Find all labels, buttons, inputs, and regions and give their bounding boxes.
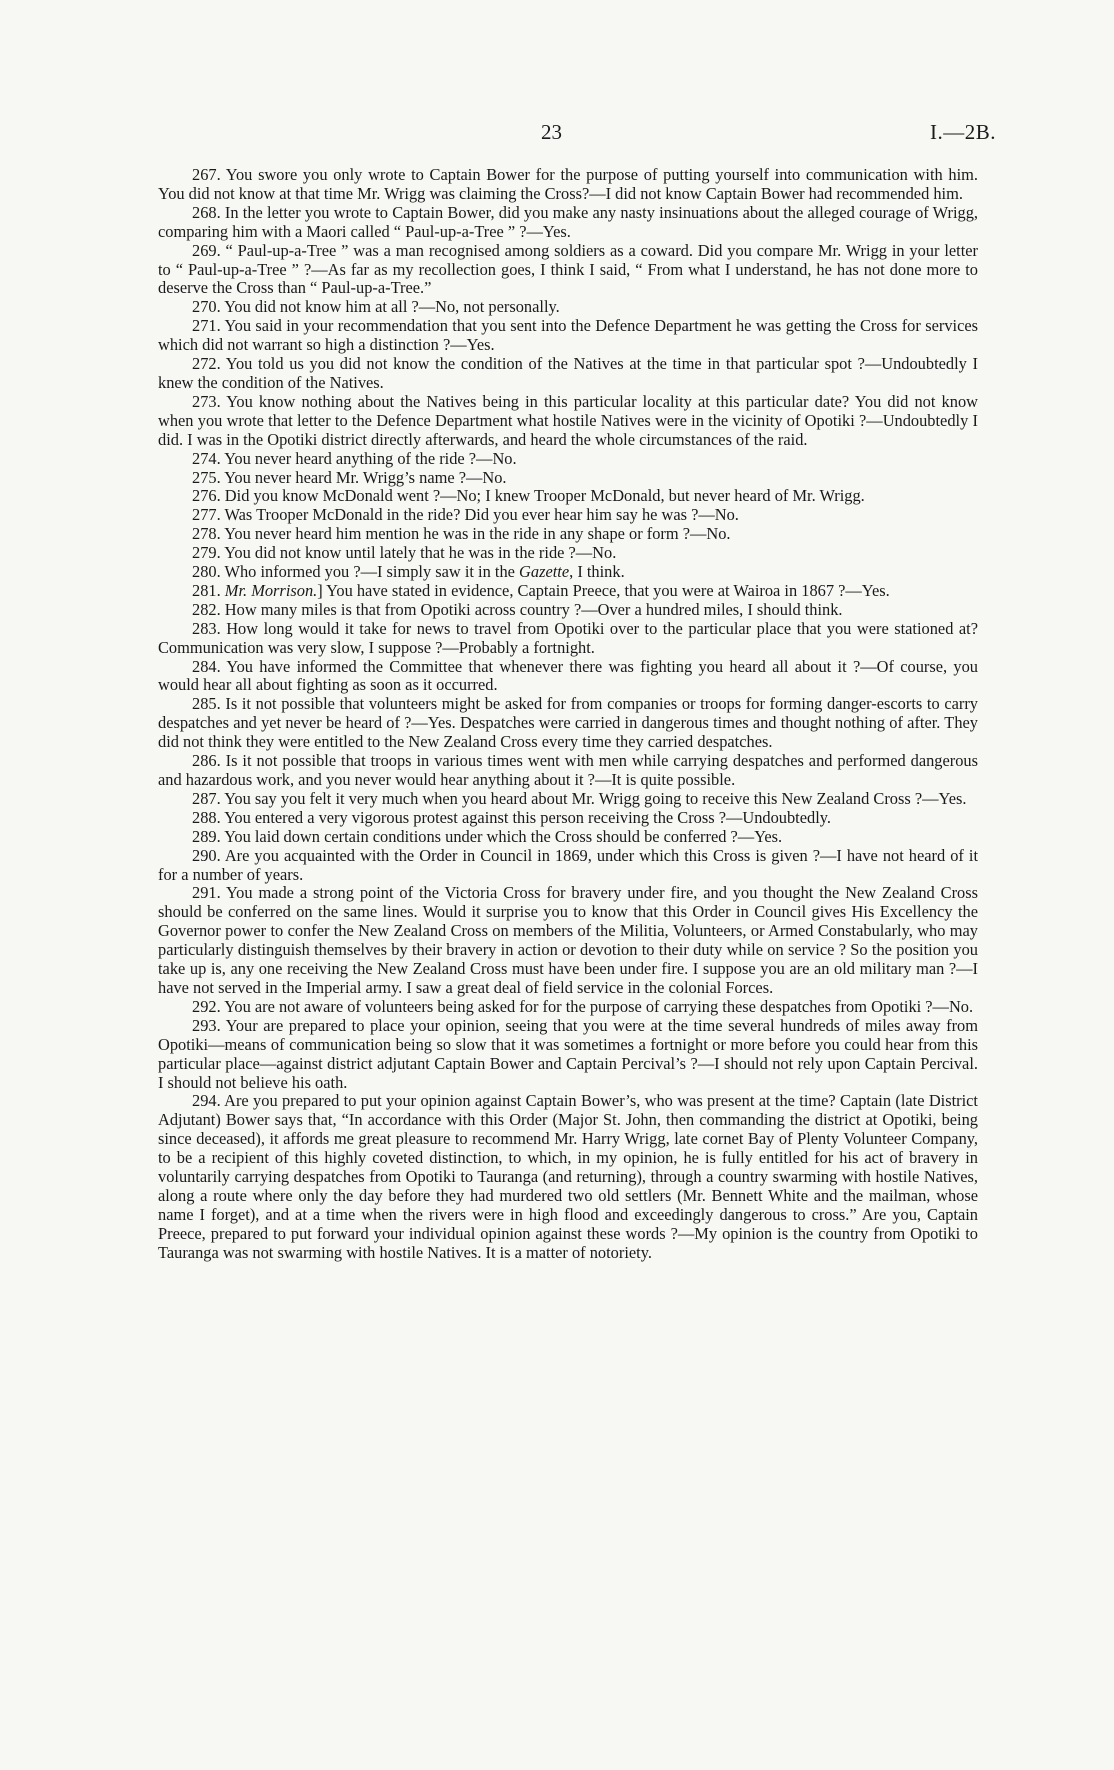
para-text: You have informed the Committee that whenever there was fighting you heard all about it ?—Of course, you would hear all about fighting as soon as it occurred. bbox=[158, 656, 978, 695]
para-number: 269. bbox=[192, 240, 221, 260]
para-number: 270. bbox=[192, 297, 221, 317]
question-270 bbox=[158, 298, 978, 317]
para-text: Did you know McDonald went ?—No; I knew Trooper McDonald, but never heard of Mr. Wrigg. bbox=[224, 486, 865, 506]
question-275 bbox=[158, 469, 978, 488]
para-number: 290. bbox=[192, 845, 221, 865]
para-number: 286. bbox=[192, 751, 221, 771]
para-text: You never heard Mr. Wrigg’s name ?—No. bbox=[224, 467, 507, 487]
para-text: You did not know him at all ?—No, not personally. bbox=[224, 297, 560, 317]
question-269 bbox=[158, 242, 978, 299]
para-number: 292. bbox=[192, 996, 221, 1016]
para-number: 294. bbox=[192, 1091, 221, 1111]
para-text: Is it not possible that volunteers might be asked for from companies or troops for forming danger-escorts to carry despatches and yet never be heard of ?—Yes. Despatches were carried in dangerous times and thought nothing of after. They did not think they were entitled to the New Zealand Cross every time they carried despatches. bbox=[158, 694, 978, 752]
para-number: 278. bbox=[192, 524, 221, 544]
para-number: 272. bbox=[192, 354, 221, 374]
question-268 bbox=[158, 204, 978, 242]
para-number: 293. bbox=[192, 1015, 221, 1035]
para-number: 277. bbox=[192, 505, 221, 525]
question-273 bbox=[158, 393, 978, 450]
para-number: 276. bbox=[192, 486, 221, 506]
question-280 bbox=[158, 563, 978, 582]
para-number: 275. bbox=[192, 467, 221, 487]
para-text: How many miles is that from Opotiki across country ?—Over a hundred miles, I should think. bbox=[224, 599, 843, 619]
para-number: 281. bbox=[192, 580, 221, 600]
question-289 bbox=[158, 828, 978, 847]
para-text: “ Paul-up-a-Tree ” was a man recognised among soldiers as a coward. Did you compare Mr. Wrigg in your letter to “ Paul-up-a-Tree ” ?—As far as my recollection goes, I think I said, “ From what I understand, he has not done more to deserve the Cross than “ Paul-up-a-Tree.” bbox=[158, 240, 978, 298]
para-text: You did not know until lately that he was in the ride ?—No. bbox=[224, 543, 617, 563]
para-text: You never heard him mention he was in the ride in any shape or form ?—No. bbox=[224, 524, 731, 544]
speaker-name: Mr. Morrison. bbox=[224, 580, 318, 600]
question-291 bbox=[158, 884, 978, 997]
para-text-after: , I think. bbox=[569, 562, 625, 582]
para-text: You told us you did not know the condition of the Natives at the time in that particular spot ?—Undoubtedly I knew the condition of the Natives. bbox=[158, 354, 978, 392]
para-text: You never heard anything of the ride ?—No. bbox=[224, 448, 517, 468]
question-285 bbox=[158, 695, 978, 752]
para-number: 267. bbox=[192, 165, 221, 184]
minutes-of-evidence bbox=[158, 166, 978, 1263]
para-text: How long would it take for news to travel from Opotiki over to the particular place that you were stationed at? Communication was very slow, I suppose ?—Probably a fortnight. bbox=[158, 618, 978, 657]
document-reference: I.—2B. bbox=[930, 120, 996, 144]
para-number: 274. bbox=[192, 448, 221, 468]
para-text: You laid down certain conditions under which the Cross should be conferred ?—Yes. bbox=[224, 826, 783, 846]
para-number: 288. bbox=[192, 807, 221, 827]
para-number: 268. bbox=[192, 202, 221, 222]
question-287 bbox=[158, 790, 978, 809]
para-text: ] You have stated in evidence, Captain Preece, that you were at Wairoa in 1867 ?—Yes. bbox=[317, 580, 890, 600]
para-text: You swore you only wrote to Captain Bower for the purpose of putting yourself into communication with him. You did not know at that time Mr. Wrigg was claiming the Cross?—I did not know Captain Bower had recommended him. bbox=[158, 165, 978, 203]
question-284 bbox=[158, 658, 978, 696]
para-text: You know nothing about the Natives being in this particular locality at this particular date? You did not know when you wrote that letter to the Defence Department what hostile Natives were in the vicinity of Opotiki ?—Undoubtedly I did. I was in the Opotiki district directly afterwards, and heard the whole circumstances of the raid. bbox=[158, 391, 978, 449]
question-272 bbox=[158, 355, 978, 393]
para-text: You are not aware of volunteers being asked for for the purpose of carrying these despatches from Opotiki ?—No. bbox=[224, 996, 974, 1016]
question-282 bbox=[158, 601, 978, 620]
question-274 bbox=[158, 450, 978, 469]
para-text: Is it not possible that troops in various times went with men while carrying despatches and performed dangerous and hazardous work, and you never would hear anything about it ?—It is quite possible. bbox=[158, 751, 978, 789]
para-text: In the letter you wrote to Captain Bower, did you make any nasty insinuations about the alleged courage of Wrigg, comparing him with a Maori called “ Paul-up-a-Tree ” ?—Yes. bbox=[158, 202, 978, 241]
para-number: 285. bbox=[192, 694, 221, 714]
para-number: 284. bbox=[192, 656, 221, 676]
question-288 bbox=[158, 809, 978, 828]
para-text: You entered a very vigorous protest against this person receiving the Cross ?—Undoubtedly. bbox=[224, 807, 831, 827]
para-text: Are you prepared to put your opinion against Captain Bower’s, who was present at the time? Captain (late District Adjutant) Bower says that, “In accordance with this Order (Major St. John, then commanding the district at Opotiki, being since deceased), it affords me great pleasure to recommend Mr. Harry Wrigg, late cornet Bay of Plenty Volunteer Company, to be a recipient of this highly coveted distinction, to which, in my opinion, he is fully entitled for his act of bravery in voluntarily carrying despatches from Opotiki to Tauranga (and returning), through a country swarming with hostile Natives, along a route where only the day before they had murdered two old settlers (Mr. Bennett White and the mailman, whose name I forget), and at a time when the rivers were in high flood and exceedingly dangerous to cross.” Are you, Captain Preece, prepared to put forward your individual opinion against these words ?—My opinion is the country from Opotiki to Tauranga was not swarming with hostile Natives. It is a matter of notoriety. bbox=[158, 1091, 978, 1262]
para-number: 280. bbox=[192, 562, 221, 582]
question-277 bbox=[158, 506, 978, 525]
question-293 bbox=[158, 1017, 978, 1093]
para-number: 291. bbox=[192, 883, 221, 903]
para-text: Are you acquainted with the Order in Council in 1869, under which this Cross is given ?—I have not heard of it for a number of years. bbox=[158, 845, 978, 884]
para-number: 283. bbox=[192, 618, 221, 638]
para-number: 287. bbox=[192, 788, 221, 808]
para-number: 289. bbox=[192, 826, 221, 846]
question-278 bbox=[158, 525, 978, 544]
page-number: 23 bbox=[541, 120, 562, 144]
para-text: Who informed you ?—I simply saw it in the bbox=[224, 562, 515, 582]
para-text: You said in your recommendation that you sent into the Defence Department he was getting the Cross for services which did not warrant so high a distinction ?—Yes. bbox=[158, 316, 978, 355]
question-281 bbox=[158, 582, 978, 601]
question-271 bbox=[158, 317, 978, 355]
question-286 bbox=[158, 752, 978, 790]
question-290 bbox=[158, 847, 978, 885]
para-number: 279. bbox=[192, 543, 221, 563]
para-text: Was Trooper McDonald in the ride? Did you ever hear him say he was ?—No. bbox=[224, 505, 739, 525]
question-294 bbox=[158, 1092, 978, 1262]
para-text: You say you felt it very much when you heard about Mr. Wrigg going to receive this New Zealand Cross ?—Yes. bbox=[224, 788, 967, 808]
para-number: 282. bbox=[192, 599, 221, 619]
para-text: You made a strong point of the Victoria Cross for bravery under fire, and you thought the New Zealand Cross should be conferred on the same lines. Would it surprise you to know that this Order in Council gives His Excellency the Governor power to confer the New Zealand Cross on members of the Militia, Volunteers, or Armed Constabularly, who may particularly distinguish themselves by their bravery in action or devotion to their duty while on service ? So the position you take up is, any one receiving the New Zealand Cross must have been under fire. I suppose you are an old military man ?—I have not served in the Imperial army. I saw a great deal of field service in the colonial Forces. bbox=[158, 883, 978, 997]
para-number: 271. bbox=[192, 316, 221, 336]
question-267 bbox=[158, 166, 978, 204]
para-text: Your are prepared to place your opinion, seeing that you were at the time several hundreds of miles away from Opotiki—means of communication being so slow that it was sometimes a fortnight or more before you could hear from this particular place—against district adjutant Captain Bower and Captain Percival’s ?—I should not rely upon Captain Percival. I should not believe his oath. bbox=[158, 1015, 978, 1092]
question-276 bbox=[158, 487, 978, 506]
para-number: 273. bbox=[192, 391, 221, 411]
question-283 bbox=[158, 620, 978, 658]
para-italic: Gazette bbox=[519, 562, 570, 582]
question-279 bbox=[158, 544, 978, 563]
question-292 bbox=[158, 998, 978, 1017]
